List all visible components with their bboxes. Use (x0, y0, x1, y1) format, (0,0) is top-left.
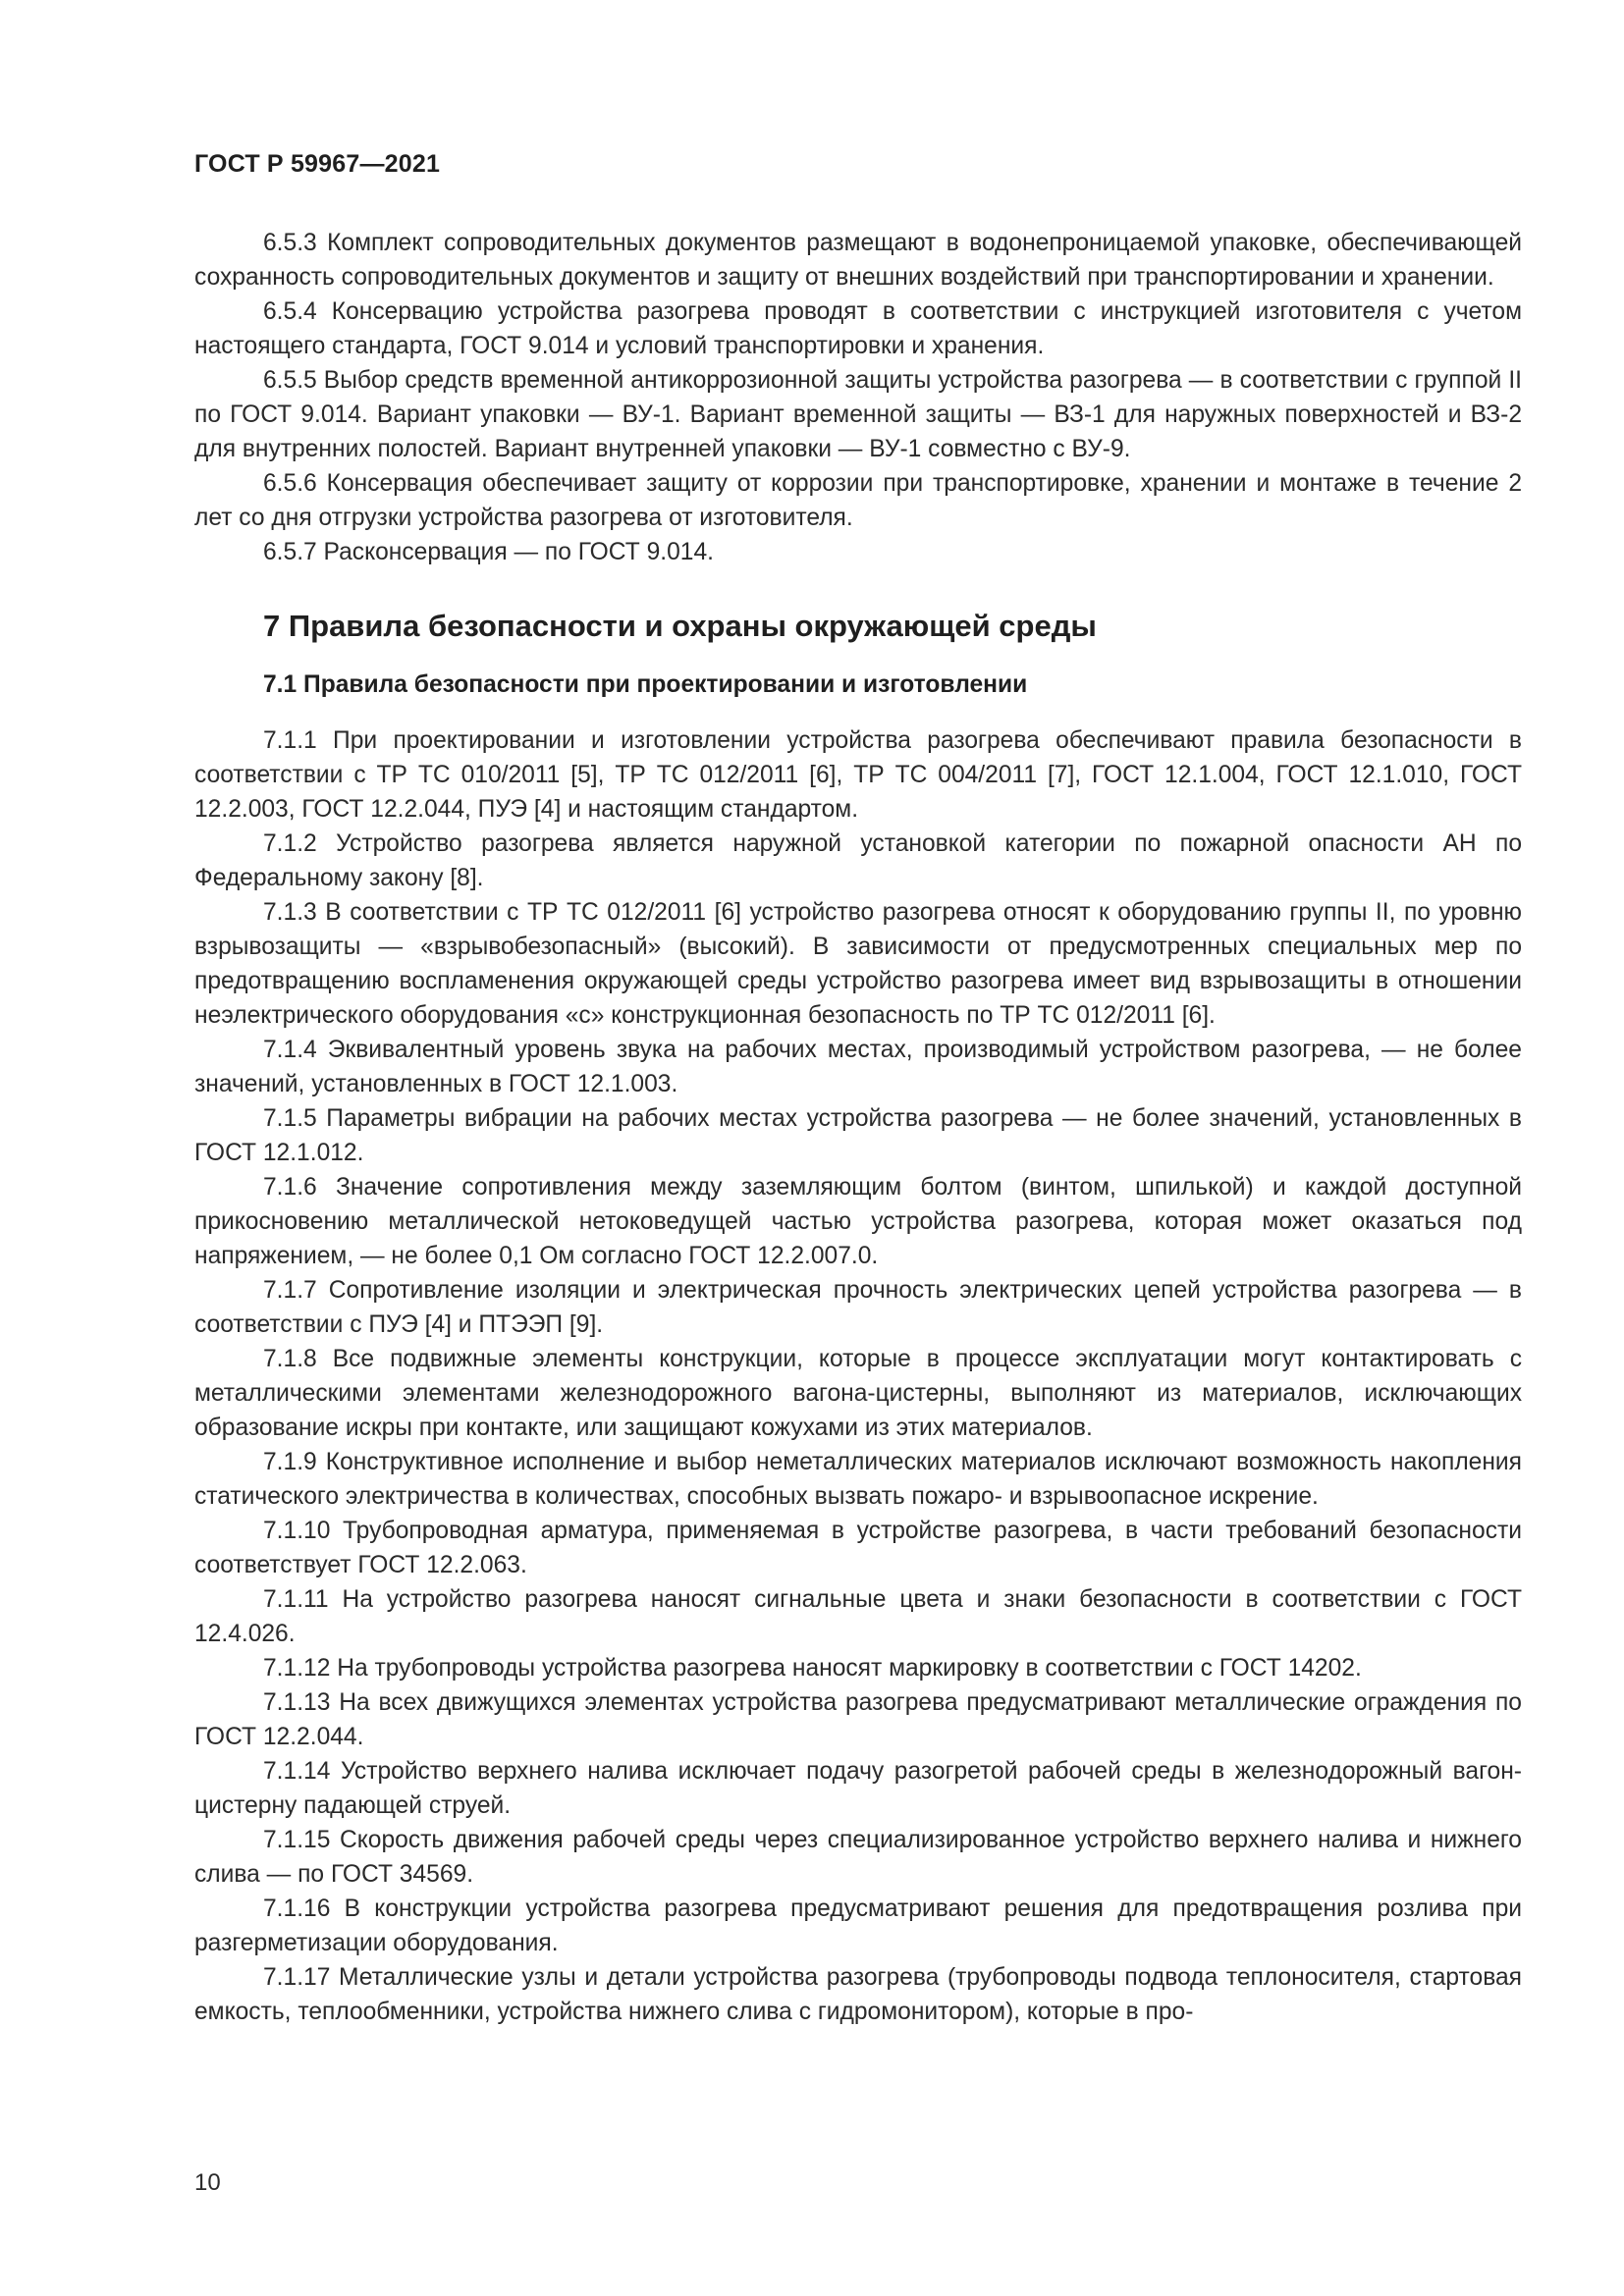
page-content (194, 226, 1522, 2029)
paragraph-7-1-11: 7.1.11 На устройство разогрева наносят сигнальные цвета и знаки безопасности в соответствии с ГОСТ 12.4.026. (194, 1586, 1522, 1647)
paragraph-6-5-7: 6.5.7 Расконсервация — по ГОСТ 9.014. (263, 539, 714, 565)
paragraph-7-1-9: 7.1.9 Конструктивное исполнение и выбор неметаллических материалов исключают возможность накопления статического электричества в количествах, способных вызвать пожаро- и взрывоопасное искрение. (194, 1449, 1522, 1510)
paragraph-6-5-3: 6.5.3 Комплект сопроводительных документов размещают в водонепроницаемой упаковке, обеспечивающей сохранность сопроводительных документов и защиту от внешних воздействий при транспортировании и хранении. (194, 230, 1522, 291)
paragraph-7-1-7: 7.1.7 Сопротивление изоляции и электрическая прочность электрических цепей устройства разогрева — в соответствии с ПУЭ [4] и ПТЭЭП [9]. (194, 1277, 1522, 1338)
paragraph-7-1-10: 7.1.10 Трубопроводная арматура, применяемая в устройстве разогрева, в части требований безопасности соответствует ГОСТ 12.2.063. (194, 1518, 1522, 1578)
paragraph-7-1-17: 7.1.17 Металлические узлы и детали устройства разогрева (трубопроводы подвода теплоносителя, стартовая емкость, теплообменники, устройства нижнего слива с гидромонитором), которые в про- (194, 1964, 1522, 2025)
page-number: 10 (194, 2169, 221, 2196)
paragraph-7-1-12: 7.1.12 На трубопроводы устройства разогрева наносят маркировку в соответствии с ГОСТ 14202. (263, 1655, 1362, 1682)
paragraph-6-5-5: 6.5.5 Выбор средств временной антикоррозионной защиты устройства разогрева — в соответствии с группой II по ГОСТ 9.014. Вариант упаковки — ВУ-1. Вариант временной защиты — ВЗ-1 для наружных поверхностей и ВЗ-2 для внутренних полостей. Вариант внутренней упаковки — ВУ-1 совместно с ВУ-9. (194, 367, 1522, 462)
subsection-7-1-title: 7.1 Правила безопасности при проектировании и изготовлении (263, 671, 1028, 698)
paragraph-7-1-13: 7.1.13 На всех движущихся элементах устройства разогрева предусматривают металлические ограждения по ГОСТ 12.2.044. (194, 1689, 1522, 1750)
paragraph-7-1-14: 7.1.14 Устройство верхнего налива исключает подачу разогретой рабочей среды в железнодорожный вагон-цистерну падающей струей. (194, 1758, 1522, 1819)
paragraph-7-1-8: 7.1.8 Все подвижные элементы конструкции, которые в процессе эксплуатации могут контактировать с металлическими элементами железнодорожного вагона-цистерны, выполняют из материалов, исключающих образование искры при контакте, или защищают кожухами из этих материалов. (194, 1346, 1522, 1441)
section-7-title: 7 Правила безопасности и охраны окружающей среды (263, 609, 1097, 643)
paragraph-6-5-4: 6.5.4 Консервацию устройства разогрева проводят в соответствии с инструкцией изготовителя с учетом настоящего стандарта, ГОСТ 9.014 и условий транспортировки и хранения. (194, 298, 1522, 359)
paragraph-7-1-2: 7.1.2 Устройство разогрева является наружной установкой категории по пожарной опасности АН по Федеральному закону [8]. (194, 830, 1522, 891)
paragraph-7-1-4: 7.1.4 Эквивалентный уровень звука на рабочих местах, производимый устройством разогрева, — не более значений, установленных в ГОСТ 12.1.003. (194, 1037, 1522, 1097)
paragraph-7-1-5: 7.1.5 Параметры вибрации на рабочих местах устройства разогрева — не более значений, установленных в ГОСТ 12.1.012. (194, 1105, 1522, 1166)
paragraph-7-1-1: 7.1.1 При проектировании и изготовлении устройства разогрева обеспечивают правила безопасности в соответствии с ТР ТС 010/2011 [5], ТР ТС 012/2011 [6], ТР ТС 004/2011 [7], ГОСТ 12.1.004, ГОСТ 12.1.010, ГОСТ 12.2.003, ГОСТ 12.2.044, ПУЭ [4] и настоящим стандартом. (194, 727, 1522, 823)
document-code-header: ГОСТ Р 59967—2021 (194, 150, 441, 178)
paragraph-6-5-6: 6.5.6 Консервация обеспечивает защиту от коррозии при транспортировке, хранении и монтаже в течение 2 лет со дня отгрузки устройства разогрева от изготовителя. (194, 470, 1522, 531)
paragraph-7-1-16: 7.1.16 В конструкции устройства разогрева предусматривают решения для предотвращения розлива при разгерметизации оборудования. (194, 1896, 1522, 1956)
paragraph-7-1-3: 7.1.3 В соответствии с ТР ТС 012/2011 [6] устройство разогрева относят к оборудованию группы II, по уровню взрывозащиты — «взрывобезопасный» (высокий). В зависимости от предусмотренных специальных мер по предотвращению воспламенения окружающей среды устройство разогрева имеет вид взрывозащиты в отношении неэлектрического оборудования «с» конструкционная безопасность по ТР ТС 012/2011 [6]. (194, 899, 1522, 1029)
paragraph-7-1-15: 7.1.15 Скорость движения рабочей среды через специализированное устройство верхнего налива и нижнего слива — по ГОСТ 34569. (194, 1827, 1522, 1888)
paragraph-7-1-6: 7.1.6 Значение сопротивления между заземляющим болтом (винтом, шпилькой) и каждой доступной прикосновению металлической нетоковедущей частью устройства разогрева, которая может оказаться под напряжением, — не более 0,1 Ом согласно ГОСТ 12.2.007.0. (194, 1174, 1522, 1269)
